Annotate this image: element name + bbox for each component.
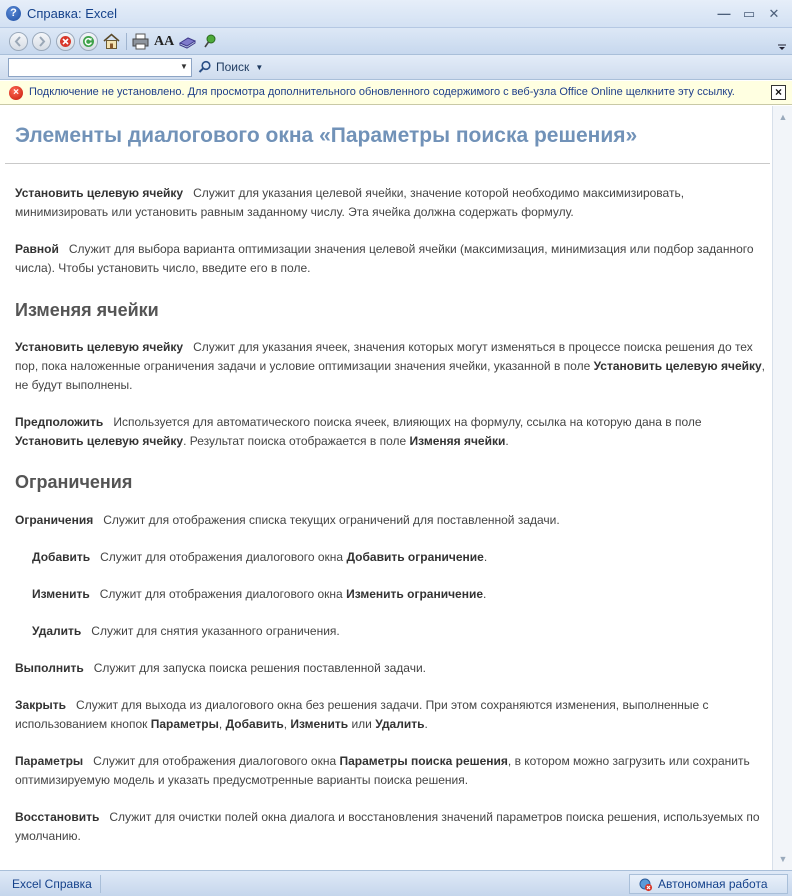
desc-options-a: Служит для отображения диалогового окна [93, 754, 337, 768]
paragraph-options [15, 752, 765, 790]
keep-on-top-icon[interactable] [201, 32, 220, 51]
desc-changing-cells-b: , не будут выполнены. [15, 359, 766, 392]
magnifier-icon [198, 60, 212, 74]
title-bar [0, 0, 792, 28]
forward-icon[interactable] [32, 32, 51, 51]
paragraph-close [15, 696, 765, 734]
term-change: Изменить [32, 587, 90, 601]
close-button[interactable]: ✕ [768, 6, 780, 21]
toolbar-separator [126, 33, 127, 50]
sep-2: , [283, 717, 288, 731]
toolbar [0, 28, 792, 55]
help-content [0, 106, 772, 870]
desc-target-cell: Служит для указания целевой ячейки, значение которой необходимо максимизировать, минимизировать или установить равным заданному числу. Эта ячейка должна содержать формулу. [15, 186, 685, 219]
offline-info-bar[interactable] [0, 81, 792, 105]
table-of-contents-icon[interactable] [178, 32, 197, 51]
paragraph-change [32, 585, 762, 604]
term-equal-to: Равной [15, 242, 59, 256]
toolbar-overflow-button[interactable] [776, 36, 788, 52]
ref-target-cell: Установить целевую ячейку [593, 359, 762, 373]
paragraph-target-cell [15, 184, 765, 222]
error-icon: × [9, 86, 23, 100]
search-row [0, 55, 792, 80]
home-icon[interactable] [102, 32, 121, 51]
search-button[interactable] [198, 58, 263, 77]
scroll-down-arrow-icon[interactable]: ▼ [778, 854, 788, 864]
ref-add: Добавить [225, 717, 284, 731]
desc-delete: Служит для снятия указанного ограничения. [91, 624, 340, 638]
paragraph-guess [15, 413, 765, 451]
desc-close: Служит для выхода из диалогового окна без решения задачи. При этом сохраняются изменения, выполненные с использованием кнопок [15, 698, 709, 731]
paragraph-add [32, 548, 762, 567]
help-icon: ? [6, 6, 21, 21]
ref-options: Параметры [150, 717, 219, 731]
print-icon[interactable] [131, 32, 150, 51]
term-solve: Выполнить [15, 661, 84, 675]
window-title: Справка: Excel [27, 6, 118, 21]
ref-change-constraint: Изменить ограничение [346, 587, 484, 601]
info-bar-close-button[interactable]: × [771, 85, 786, 100]
ref-target-cell-2: Установить целевую ячейку [15, 434, 184, 448]
term-guess: Предположить [15, 415, 104, 429]
ref-change: Изменить [290, 717, 349, 731]
ref-changing-cells: Изменяя ячейки [409, 434, 506, 448]
ref-add-constraint: Добавить ограничение [346, 550, 484, 564]
word-or: или [351, 717, 372, 731]
stop-icon[interactable] [56, 32, 75, 51]
paragraph-reset [15, 808, 765, 846]
desc-change-end: . [483, 587, 487, 601]
page-title: Элементы диалогового окна «Параметры поиска решения» [15, 124, 638, 147]
desc-solve: Служит для запуска поиска решения поставленной задачи. [93, 661, 427, 675]
desc-guess-b: . Результат поиска отображается в поле [183, 434, 407, 448]
desc-close-end: . [424, 717, 428, 731]
desc-reset: Служит для очистки полей окна диалога и восстановления значений параметров поиска решения, используемых по умолчанию. [15, 810, 760, 843]
ref-solver-options: Параметры поиска решения [339, 754, 508, 768]
search-dropdown-button[interactable]: ▼ [180, 62, 188, 71]
term-options: Параметры [15, 754, 84, 768]
desc-add-end: . [483, 550, 488, 564]
desc-options-b: , в котором можно загрузить или сохранить оптимизируемую модель и указать предусмотренные варианты поиска решения. [15, 754, 750, 787]
term-delete: Удалить [32, 624, 82, 638]
connection-status-button[interactable] [629, 874, 788, 894]
paragraph-constraints [15, 511, 765, 530]
font-size-icon[interactable] [154, 32, 173, 51]
refresh-icon[interactable] [79, 32, 98, 51]
title-divider [5, 163, 770, 164]
back-icon[interactable] [9, 32, 28, 51]
desc-constraints: Служит для отображения списка текущих ограничений для поставленной задачи. [103, 513, 560, 527]
term-target-cell: Установить целевую ячейку [15, 186, 184, 200]
heading-changing-cells: Изменяя ячейки [15, 300, 159, 320]
offline-status-icon [639, 878, 653, 892]
paragraph-equal-to [15, 240, 765, 278]
ref-delete: Удалить [375, 717, 425, 731]
sep-1: , [218, 717, 223, 731]
desc-guess-a: Используется для автоматического поиска ячеек, влияющих на формулу, ссылка на которую дана в поле [113, 415, 702, 429]
desc-add: Служит для отображения диалогового окна [100, 550, 344, 564]
desc-equal-to: Служит для выбора варианта оптимизации значения целевой ячейки (максимизация, минимизация или подбор заданного числа). Чтобы установить число, введите его в поле. [15, 242, 754, 275]
term-close: Закрыть [15, 698, 67, 712]
font-size-label: AA [154, 34, 175, 49]
minimize-button[interactable]: — [717, 6, 731, 21]
term-reset: Восстановить [15, 810, 100, 824]
vertical-scrollbar[interactable] [772, 106, 792, 870]
maximize-button[interactable]: ▭ [742, 6, 756, 21]
help-scope-button[interactable]: Excel Справка [4, 875, 101, 893]
term-add: Добавить [32, 550, 91, 564]
search-options-arrow-icon[interactable]: ▼ [255, 63, 264, 72]
offline-info-link[interactable]: Подключение не установлено. Для просмотра дополнительного обновленного содержимого с веб-узла Office Online щелкните эту ссылку. [29, 86, 735, 98]
heading-constraints: Ограничения [15, 472, 133, 492]
search-input[interactable] [8, 58, 192, 77]
term-changing-cells: Установить целевую ячейку [15, 340, 184, 354]
paragraph-changing-cells [15, 338, 765, 395]
desc-change: Служит для отображения диалогового окна [99, 587, 343, 601]
paragraph-solve [15, 659, 765, 678]
term-constraints: Ограничения [15, 513, 94, 527]
desc-changing-cells-a: Служит для указания ячеек, значения которых могут изменяться в процессе поиска решения до тех пор, пока наложенные ограничения задачи и условие оптимизации значения ячейки, указанной в поле [15, 340, 753, 373]
scroll-up-arrow-icon[interactable]: ▲ [778, 112, 788, 122]
search-button-label: Поиск [216, 60, 250, 74]
paragraph-delete [32, 622, 762, 641]
desc-guess-c: . [505, 434, 509, 448]
connection-status-label: Автономная работа [658, 877, 768, 891]
status-bar [0, 870, 792, 896]
